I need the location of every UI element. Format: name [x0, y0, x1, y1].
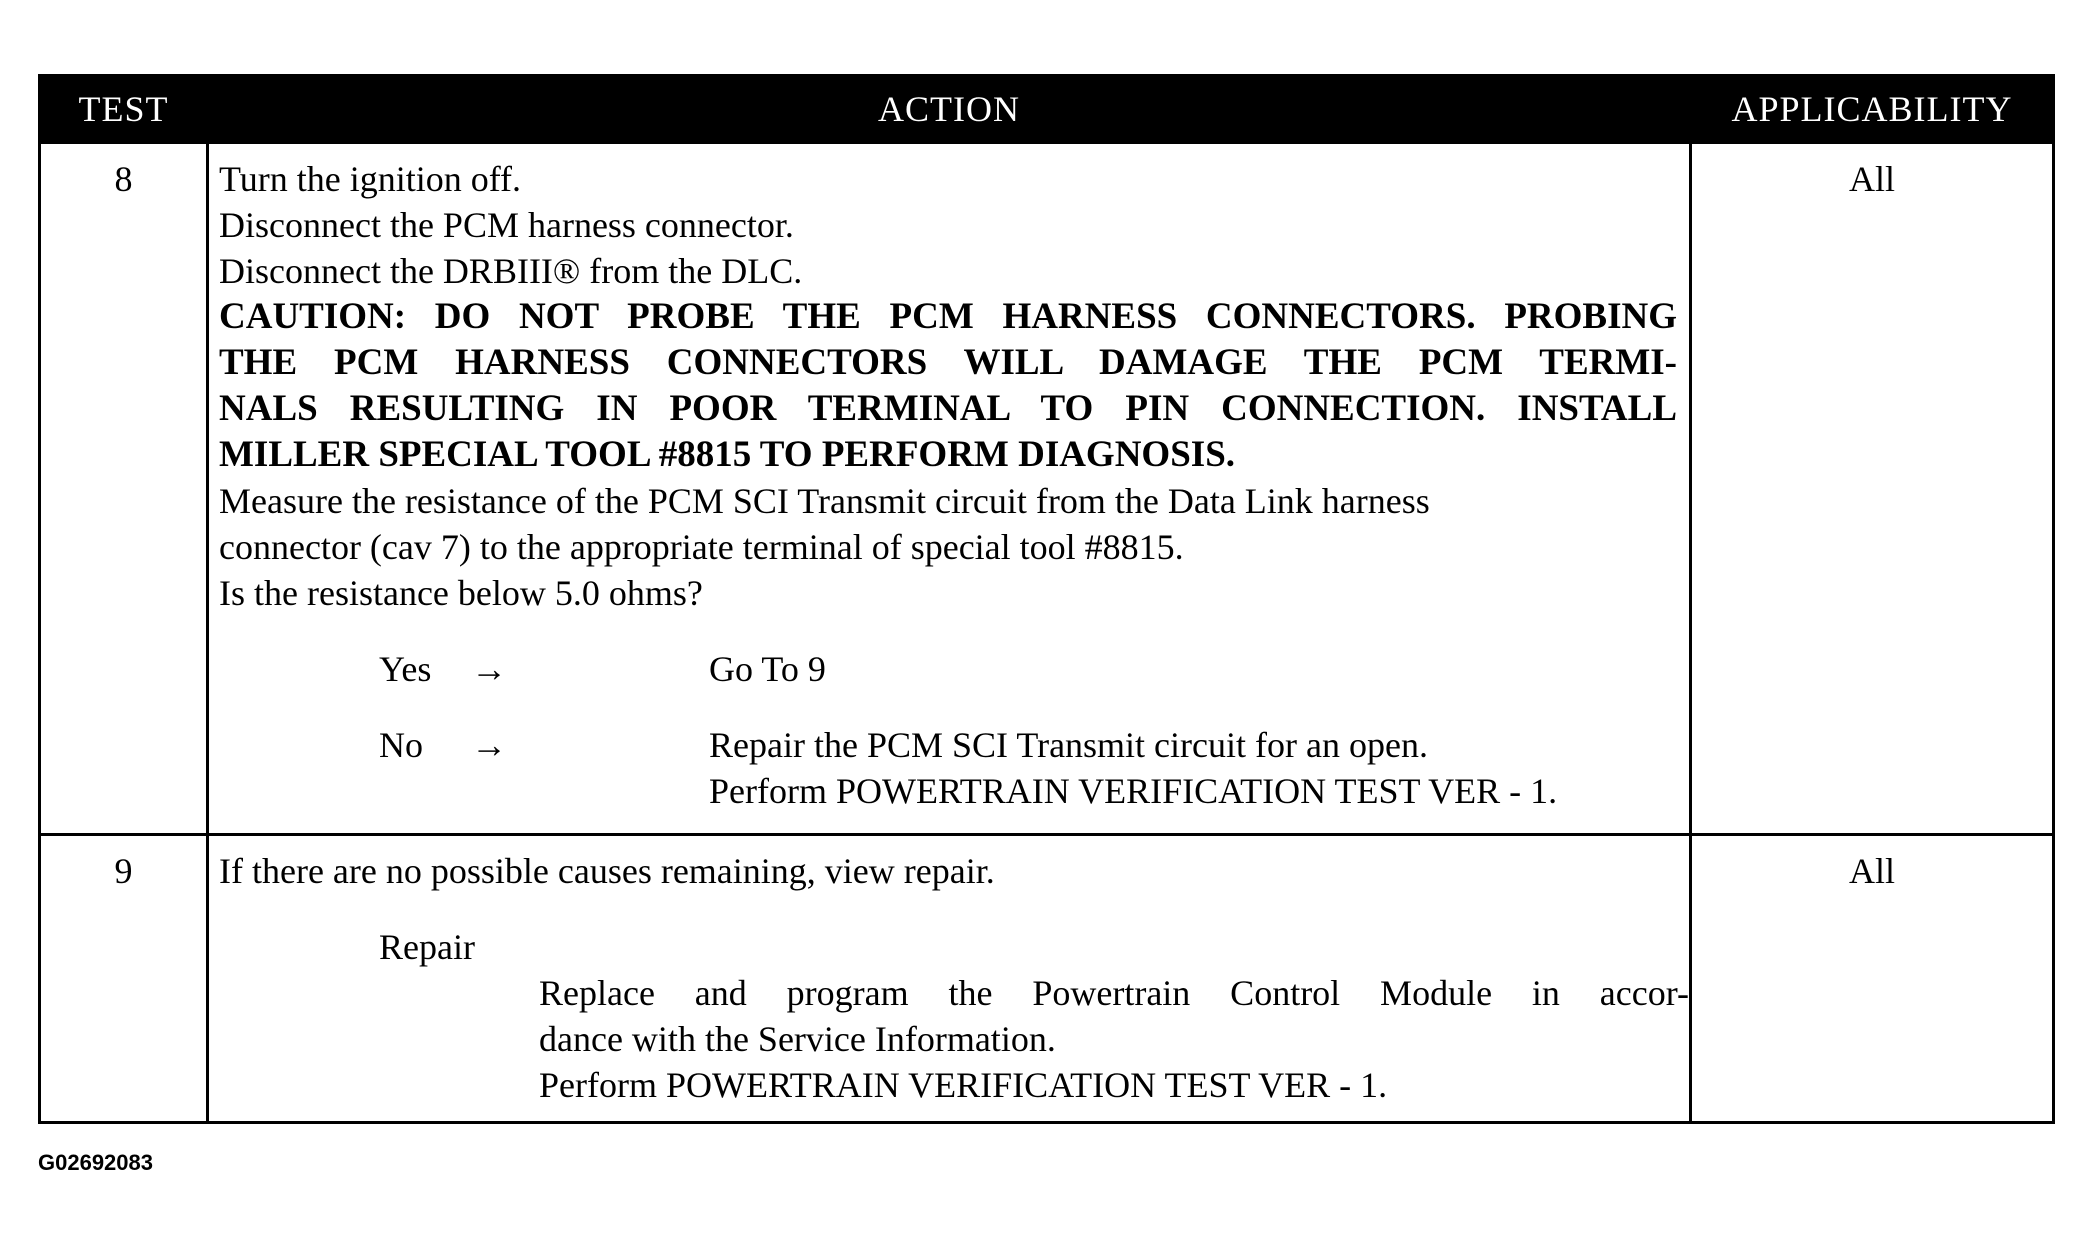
- no-label: No: [379, 725, 423, 765]
- no-result-line: Repair the PCM SCI Transmit circuit for an open.: [709, 725, 1428, 765]
- caution-line: THE PCM HARNESS CONNECTORS WILL DAMAGE THE PCM TERMI-: [219, 342, 1677, 383]
- test-number: 8: [40, 143, 208, 835]
- yes-result: Go To 9: [709, 649, 826, 689]
- action-line: Disconnect the DRBIII® from the DLC.: [219, 251, 803, 291]
- arrow-right-icon: →: [471, 725, 507, 765]
- action-line: If there are no possible causes remaining, view repair.: [219, 851, 995, 891]
- yes-branch: [379, 646, 1679, 692]
- action-line: connector (cav 7) to the appropriate terminal of special tool #8815.: [219, 527, 1184, 567]
- caution-line: CAUTION: DO NOT PROBE THE PCM HARNESS CONNECTORS. PROBING: [219, 296, 1677, 337]
- action-line: Disconnect the PCM harness connector.: [219, 205, 794, 245]
- repair-line: Perform POWERTRAIN VERIFICATION TEST VER - 1.: [539, 1065, 1388, 1105]
- table-row-test-8: [40, 143, 2054, 835]
- arrow-right-icon: →: [471, 649, 507, 689]
- table-header-row: [40, 76, 2054, 143]
- caution-note: [219, 294, 1677, 478]
- action-question: Is the resistance below 5.0 ohms?: [219, 573, 703, 613]
- action-cell: [208, 835, 1691, 1123]
- caution-line: MILLER SPECIAL TOOL #8815 TO PERFORM DIAGNOSIS.: [219, 434, 1236, 475]
- no-branch: [379, 722, 1679, 814]
- test-number: 9: [40, 835, 208, 1123]
- repair-label: Repair: [379, 927, 475, 967]
- repair-line: dance with the Service Information.: [539, 1019, 1056, 1059]
- repair-line: Replace and program the Powertrain Control Module in accor-: [539, 973, 1689, 1013]
- header-applicability: APPLICABILITY: [1691, 76, 2054, 143]
- no-result-line: Perform POWERTRAIN VERIFICATION TEST VER - 1.: [709, 771, 1558, 811]
- action-line: Measure the resistance of the PCM SCI Transmit circuit from the Data Link harness: [219, 481, 1430, 521]
- action-cell: [208, 143, 1691, 835]
- table-row-test-9: [40, 835, 2054, 1123]
- applicability-value: All: [1691, 143, 2054, 835]
- applicability-value: All: [1691, 835, 2054, 1123]
- yes-label: Yes: [379, 649, 432, 689]
- header-action: ACTION: [208, 76, 1691, 143]
- caution-line: NALS RESULTING IN POOR TERMINAL TO PIN CONNECTION. INSTALL: [219, 388, 1677, 429]
- diagnostic-test-table: [38, 74, 2055, 1124]
- header-test: TEST: [40, 76, 208, 143]
- action-line: Turn the ignition off.: [219, 159, 522, 199]
- figure-id: G02692083: [38, 1150, 153, 1175]
- repair-instructions: [539, 970, 1689, 1108]
